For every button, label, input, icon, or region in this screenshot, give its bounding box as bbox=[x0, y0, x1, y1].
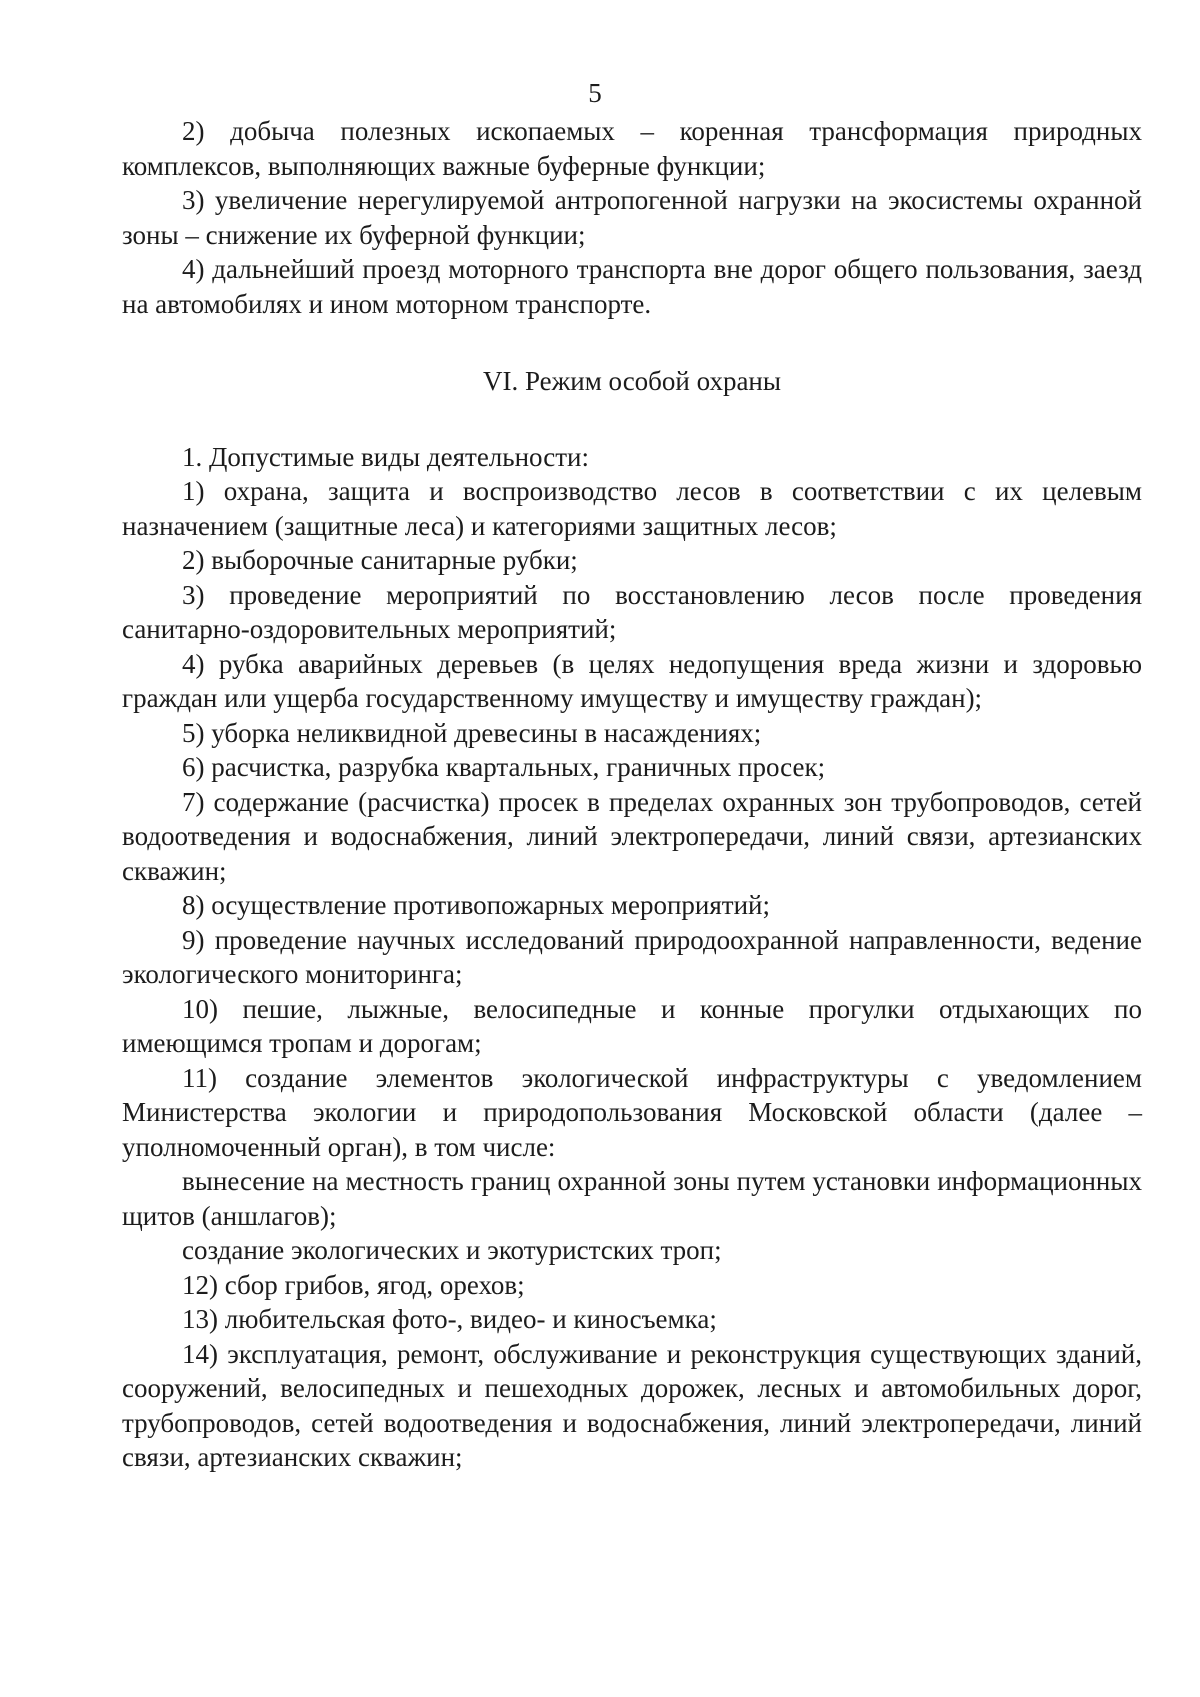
list-item-6: 6) расчистка, разрубка квартальных, граничных просек; bbox=[182, 752, 826, 782]
list-item-5: 5) уборка неликвидной древесины в насаждениях; bbox=[182, 717, 762, 748]
paragraph-intro: 1. Допустимые виды деятельности: bbox=[182, 441, 589, 472]
list-item-1: 1) охрана, защита и воспроизводство лесов в соответствии с их целевым назначением (защитные леса) и категориями защитных лесов; bbox=[122, 476, 1142, 541]
list-item-4: 4) рубка аварийных деревьев (в целях недопущения вреда жизни и здоровью граждан или ущерба государственному имуществу и имуществу граждан); bbox=[122, 648, 1142, 713]
document-body bbox=[122, 114, 1142, 1475]
section-title: VI. Режим особой охраны bbox=[482, 366, 782, 396]
list-item-8: 8) осуществление противопожарных мероприятий; bbox=[182, 890, 771, 920]
list-subitem-2: создание экологических и экотуристских троп; bbox=[182, 1235, 722, 1265]
page-number: 5 bbox=[588, 78, 602, 108]
paragraph-top-1: 2) добыча полезных ископаемых – коренная трансформация природных комплексов, выполняющих важные буферные функции; bbox=[122, 116, 1142, 181]
list-item-11: 11) создание элементов экологической инфраструктуры с уведомлением Министерства экологии и природопользования Московской области (далее – уполномоченный орган), в том числе: bbox=[122, 1062, 1142, 1162]
paragraph-top-2: 3) увеличение нерегулируемой антропогенной нагрузки на экосистемы охранной зоны – снижение их буферной функции; bbox=[122, 185, 1142, 250]
list-item-9: 9) проведение научных исследований природоохранной направленности, ведение экологического мониторинга; bbox=[122, 924, 1142, 989]
list-item-12: 12) сбор грибов, ягод, орехов; bbox=[182, 1269, 525, 1300]
list-subitem-1: вынесение на местность границ охранной зоны путем установки информационных щитов (аншлагов); bbox=[122, 1166, 1142, 1231]
list-item-10: 10) пешие, лыжные, велосипедные и конные прогулки отдыхающих по имеющимся тропам и дорогам; bbox=[122, 993, 1142, 1058]
list-item-2: 2) выборочные санитарные рубки; bbox=[182, 545, 578, 575]
list-item-3: 3) проведение мероприятий по восстановлению лесов после проведения санитарно-оздоровительных мероприятий; bbox=[122, 579, 1142, 644]
paragraph-top-3: 4) дальнейший проезд моторного транспорта вне дорог общего пользования, заезд на автомобилях и ином моторном транспорте. bbox=[122, 254, 1142, 319]
list-item-14: 14) эксплуатация, ремонт, обслуживание и реконструкция существующих зданий, сооружений, велосипедных и пешеходных дорожек, лесных и автомобильных дорог, трубопроводов, сетей водоотведения и водоснабжения, линий электропередачи, линий связи, артезианских скважин; bbox=[122, 1338, 1142, 1472]
list-item-7: 7) содержание (расчистка) просек в пределах охранных зон трубопроводов, сетей водоотведения и водоснабжения, линий электропередачи, линий связи, артезианских скважин; bbox=[122, 786, 1142, 886]
list-item-13: 13) любительская фото-, видео- и киносъемка; bbox=[182, 1304, 717, 1334]
